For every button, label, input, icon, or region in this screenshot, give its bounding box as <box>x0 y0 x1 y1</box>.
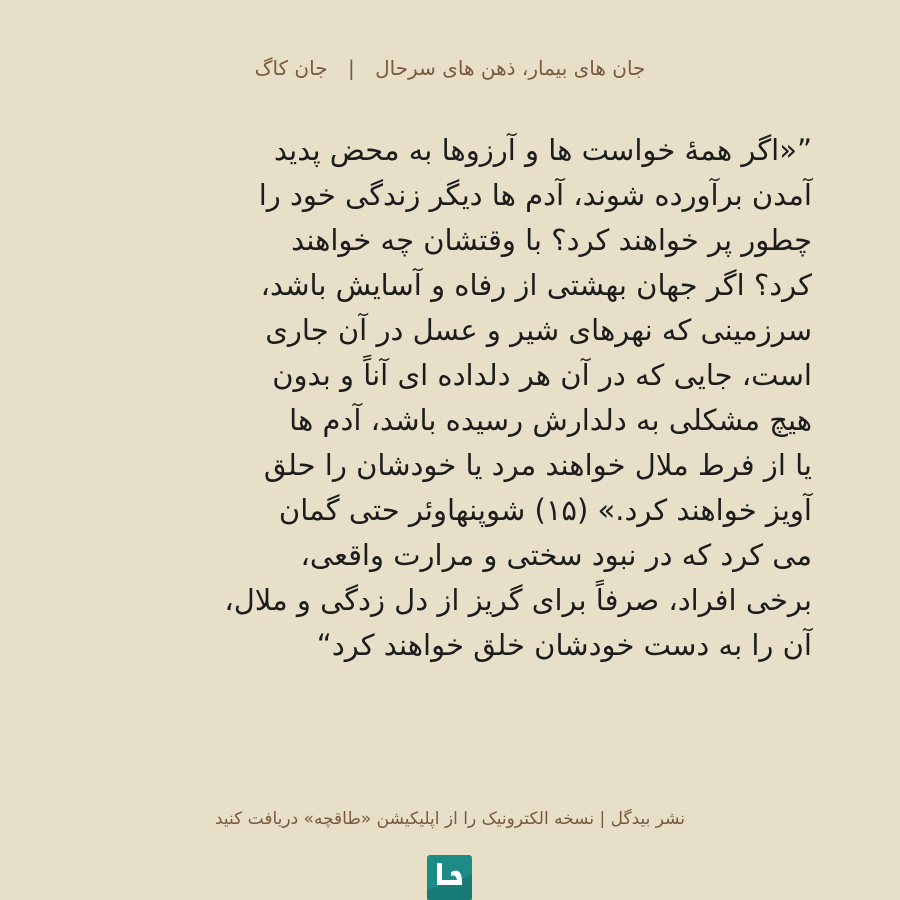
logo-letter-base <box>437 880 462 885</box>
book-title: جان های بیمار، ذهن های سرحال <box>375 56 646 80</box>
book-header <box>0 48 900 88</box>
quote-line: ”«اگر همهٔ خواست ها و آرزوها به محض پدید <box>273 133 812 167</box>
quote-line: آویز خواهند کرد.» (۱۵) شوپنهاوئر حتی گمان <box>278 493 812 527</box>
quote-line: آن را به دست خودشان خلق خواهند کرد“ <box>316 628 812 662</box>
publisher-footer: نشر بیدگل | نسخه الکترونیک را از اپلیکیشن «طاقچه» دریافت کنید <box>214 809 686 829</box>
quote-line: هیچ مشکلی به دلدارش رسیده باشد، آدم ها <box>289 403 812 437</box>
quote-line: می کرد که در نبود سختی و مرارت واقعی، <box>300 538 812 572</box>
taaghche-logo-icon[interactable] <box>427 855 472 900</box>
header-separator: | <box>347 56 355 80</box>
quote-text <box>88 128 812 668</box>
quote-line: سرزمینی که نهرهای شیر و عسل در آن جاری <box>265 313 812 347</box>
quote-line: یا از فرط ملال خواهند مرد یا خودشان را حلق <box>263 448 812 482</box>
quote-line: است، جایی که در آن هر دلداده ای آناً و بدون <box>272 358 812 392</box>
quote-line: چطور پر خواهند کرد؟ با وقتشان چه خواهند <box>291 223 812 257</box>
quote-line: برخی افراد، صرفاً برای گریز از دل زدگی و ملال، <box>224 583 812 617</box>
author-name: جان کاگ <box>254 56 328 80</box>
quote-line: کرد؟ اگر جهان بهشتی از رفاه و آسایش باشد، <box>260 268 812 302</box>
quote-line: آمدن برآورده شوند، آدم ها دیگر زندگی خود را <box>258 178 812 212</box>
